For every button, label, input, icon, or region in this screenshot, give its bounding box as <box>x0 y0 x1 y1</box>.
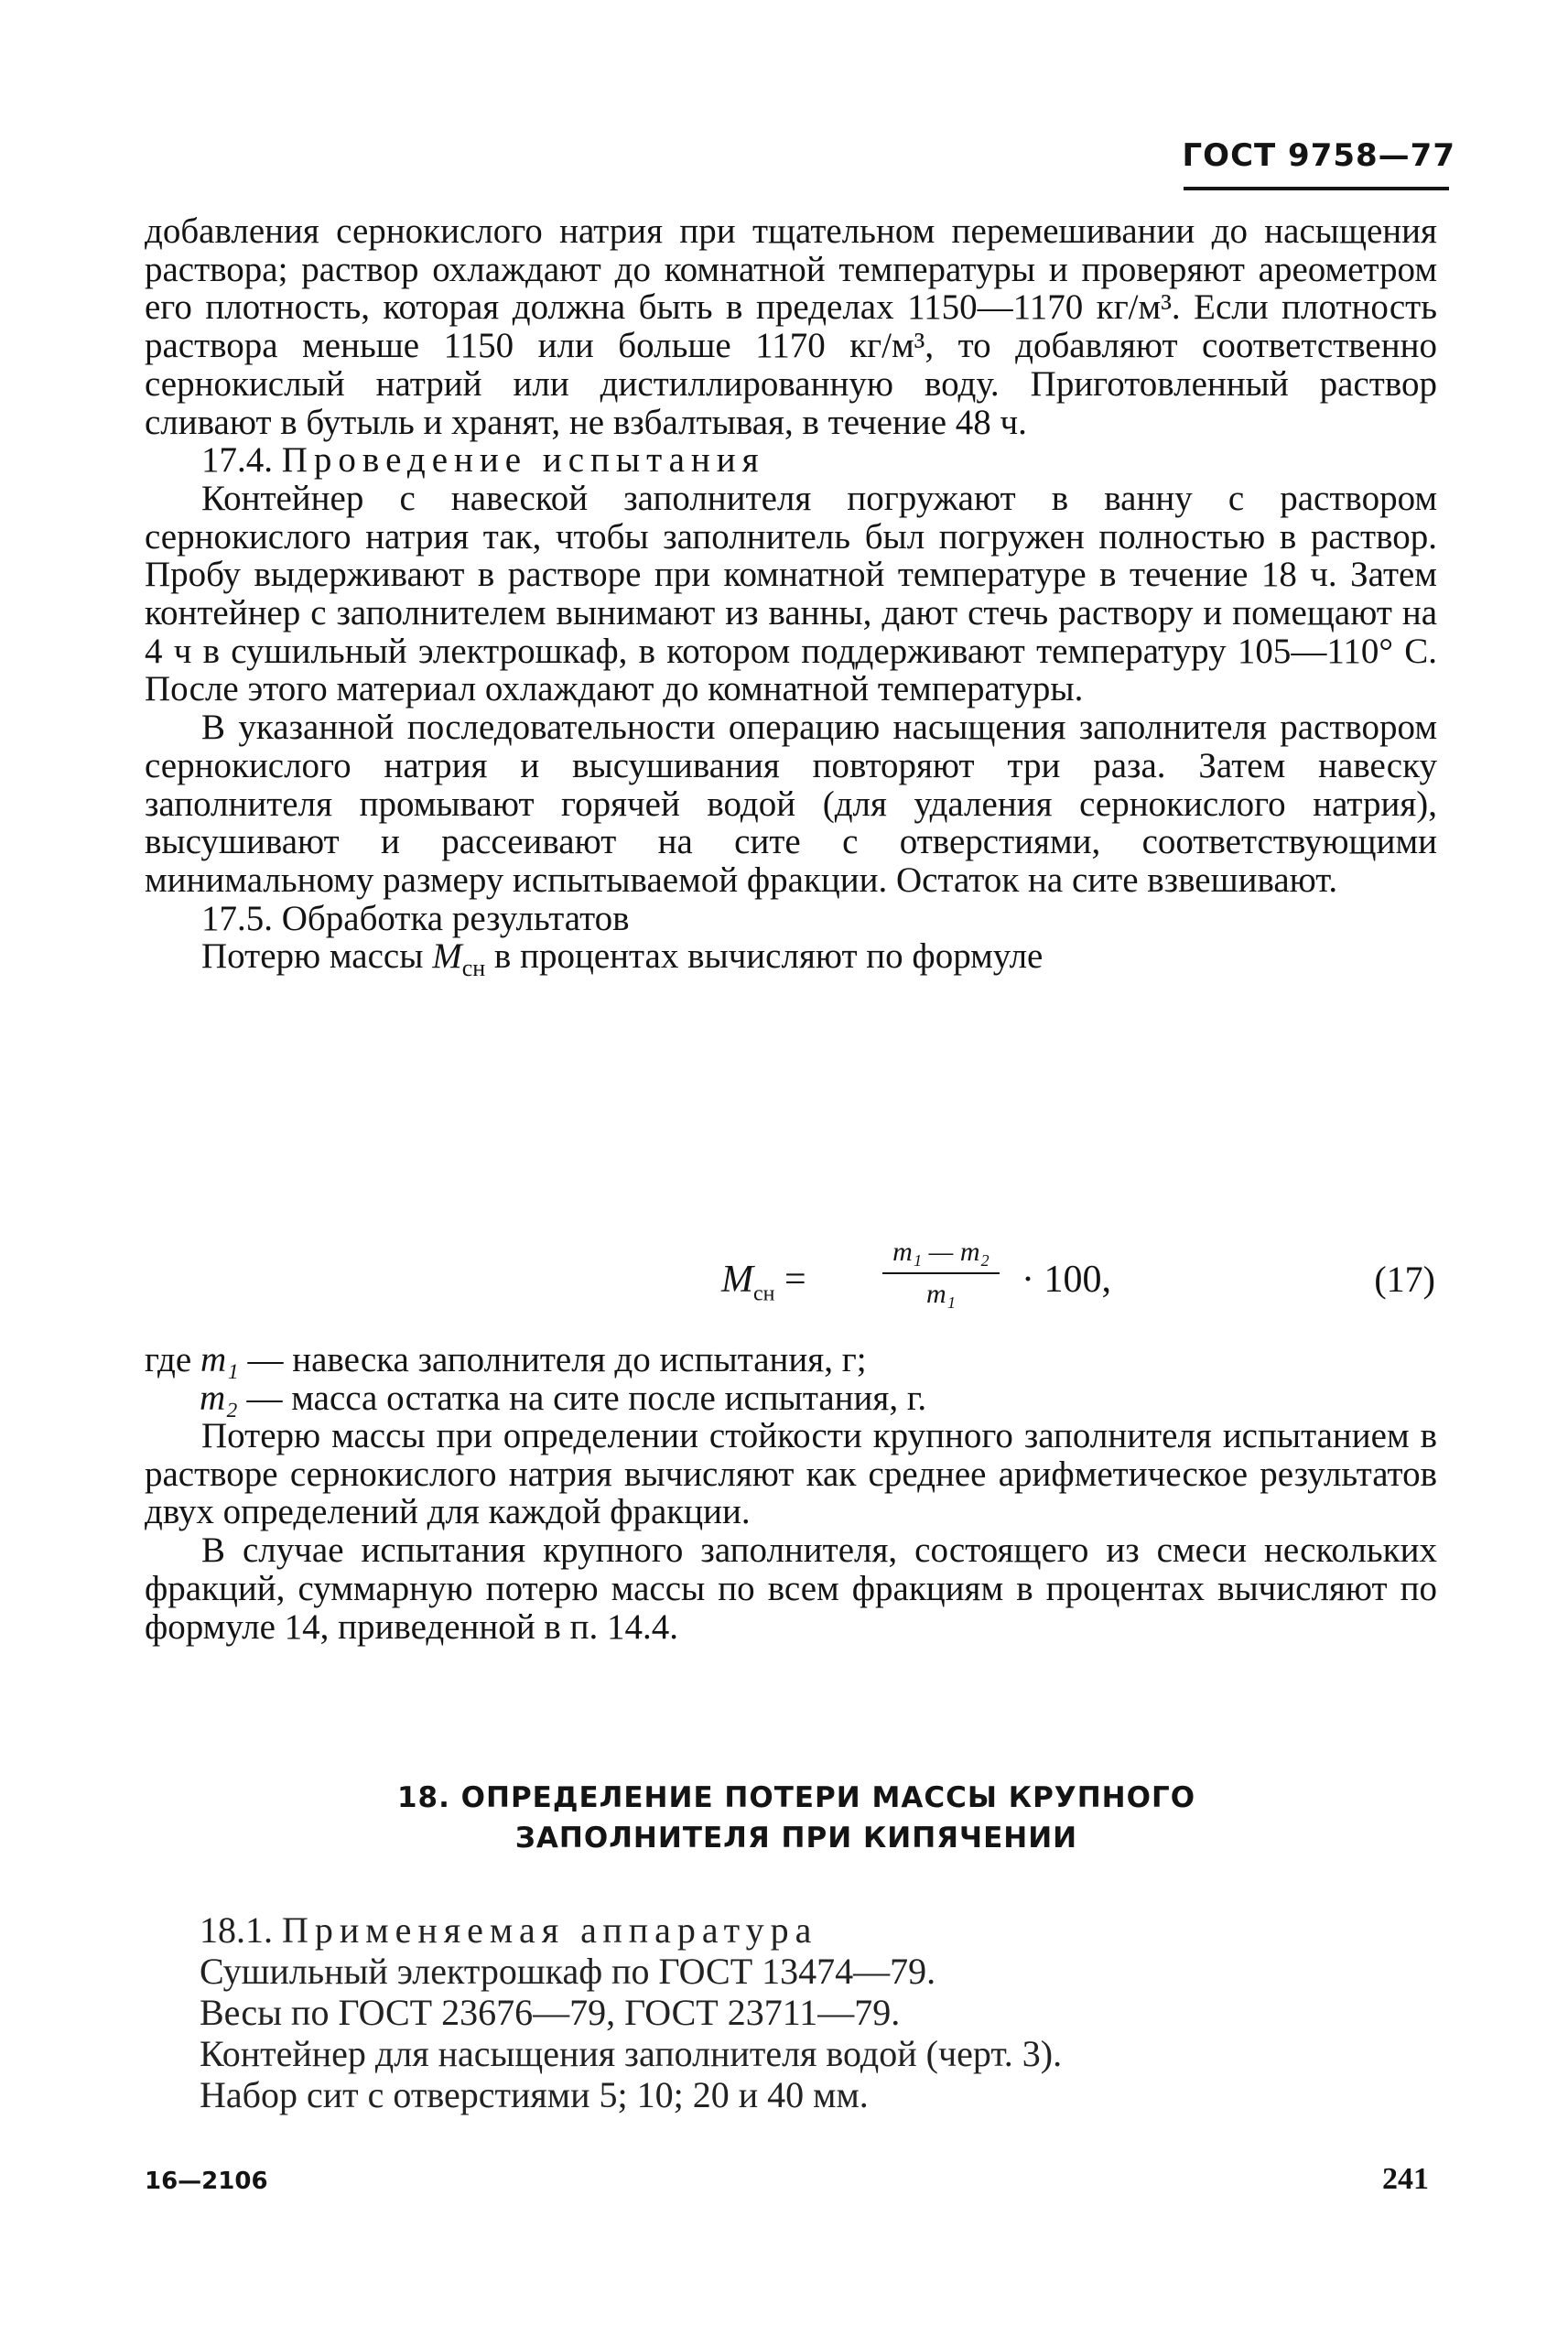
equipment-item: Сушильный электрошкаф по ГОСТ 13474—79. <box>200 1951 936 1992</box>
paragraph: Потерю массы при определении стойкости крупного заполнителя испытанием в растворе сернокислого натрия вычисляют как среднее арифметическое результатов двух определений для каждой фракции. <box>145 1416 1437 1532</box>
formula-number: (17) <box>1374 1259 1435 1300</box>
header-rule <box>1184 187 1449 190</box>
printer-signature: 16—2106 <box>145 2168 268 2195</box>
formula-lhs-subscript: сн <box>753 1281 775 1306</box>
section-17-5-heading: 17.5. Обработка результатов <box>201 898 630 938</box>
section-18-title-line-1: 18. ОПРЕДЕЛЕНИЕ ПОТЕРИ МАССЫ КРУПНОГО <box>396 1781 1196 1814</box>
formula-denominator: m₁ <box>925 1279 957 1309</box>
definition-m1 <box>145 1341 1437 1379</box>
definition-m2 <box>145 1379 1437 1418</box>
standard-code-header: ГОСТ 9758—77 <box>1182 137 1455 174</box>
definition-symbol: m₂ <box>200 1378 238 1418</box>
formula-definitions <box>145 1341 1437 1417</box>
paragraph-continuation: добавления сернокислого натрия при тщательном перемешивании до насыщения раствора; раствор охлаждают до комнатной температуры и проверяют ареометром его плотность, которая должна быть в пределах 1150—1170 кг/м³. Если плотность раствора меньше 1150 или больше 1170 кг/м³, то добавляют соответственно сернокислый натрий или дистиллированную воду. Приготовленный раствор сливают в бутыль и хранят, не взбалтывая, в течение 48 ч. <box>145 211 1437 442</box>
formula-intro-subscript: сн <box>461 955 486 982</box>
paragraph: В указанной последовательности операцию насыщения заполнителя раствором сернокислого натрия и высушивания повторяют три раза. Затем навеску заполнителя промывают горячей водой (для удаления сернокислого натрия), высушивают и рассеивают на сите с отверстиями, соответствующими минимальному размеру испытываемой фракции. Остаток на сите взвешивают. <box>145 708 1437 900</box>
fraction-bar <box>882 1272 1000 1274</box>
formula-lhs-symbol: M <box>721 1259 753 1301</box>
subsection-number: 18.1. <box>200 1909 273 1951</box>
formula-numerator: m₁ — m₂ <box>892 1237 989 1267</box>
section-heading-spaced: Проведение испытания <box>281 440 765 481</box>
equipment-item: Контейнер для насыщения заполнителя водой (черт. 3). <box>200 2033 1063 2074</box>
definition-symbol: m₁ <box>200 1340 239 1379</box>
upper-text-block <box>145 212 1437 988</box>
equipment-item: Весы по ГОСТ 23676—79, ГОСТ 23711—79. <box>200 1992 901 2033</box>
formula-equals: = <box>784 1259 806 1301</box>
definition-text: — навеска заполнителя до испытания, г; <box>238 1340 867 1379</box>
definition-text: — масса остатка на сите после испытания, г. <box>237 1378 927 1418</box>
equipment-item: Набор сит с отверстиями 5; 10; 20 и 40 мм. <box>200 2074 869 2115</box>
formula-lhs <box>721 1258 806 1306</box>
formula-intro-after: в процентах вычисляют по формуле <box>485 936 1044 977</box>
section-18-title-line-2: ЗАПОЛНИТЕЛЯ ПРИ КИПЯЧЕНИИ <box>514 1822 1078 1855</box>
subsection-heading-spaced: Применяемая аппаратура <box>282 1909 818 1951</box>
formula-17 <box>145 1228 1437 1338</box>
formula-intro <box>145 937 1437 988</box>
paragraph: Контейнер с навеской заполнителя погружают в ванну с раствором сернокислого натрия так, чтобы заполнитель был погружен полностью в раствор. Пробу выдерживают в растворе при комнатной температуре в течение 18 ч. Затем контейнер с заполнителем вынимают из ванны, дают стечь раствору и помещают на 4 ч в сушильный электрошкаф, в котором поддерживают температуру 105—110° С. После этого материал охлаждают до комнатной температуры. <box>145 478 1437 709</box>
definition-prefix: где <box>145 1340 200 1379</box>
lower-text-block <box>145 1417 1437 1646</box>
formula-intro-symbol: M <box>432 936 462 977</box>
section-number: 17.4. <box>201 440 273 481</box>
formula-multiplier: · 100, <box>1022 1259 1111 1301</box>
subsection-18-1-heading <box>200 1909 1444 1951</box>
equipment-list <box>200 1909 1444 2115</box>
paragraph: В случае испытания крупного заполнителя, состоящего из смеси нескольких фракций, суммарную потерю массы по всем фракциям в процентах вычисляют по формуле 14, приведенной в п. 14.4. <box>145 1530 1437 1647</box>
section-17-4-heading <box>145 441 1437 480</box>
page-number: 241 <box>1382 2162 1429 2196</box>
section-18-title <box>302 1778 1291 1858</box>
formula-fraction <box>877 1234 1005 1313</box>
formula-intro-before: Потерю массы <box>201 936 433 977</box>
